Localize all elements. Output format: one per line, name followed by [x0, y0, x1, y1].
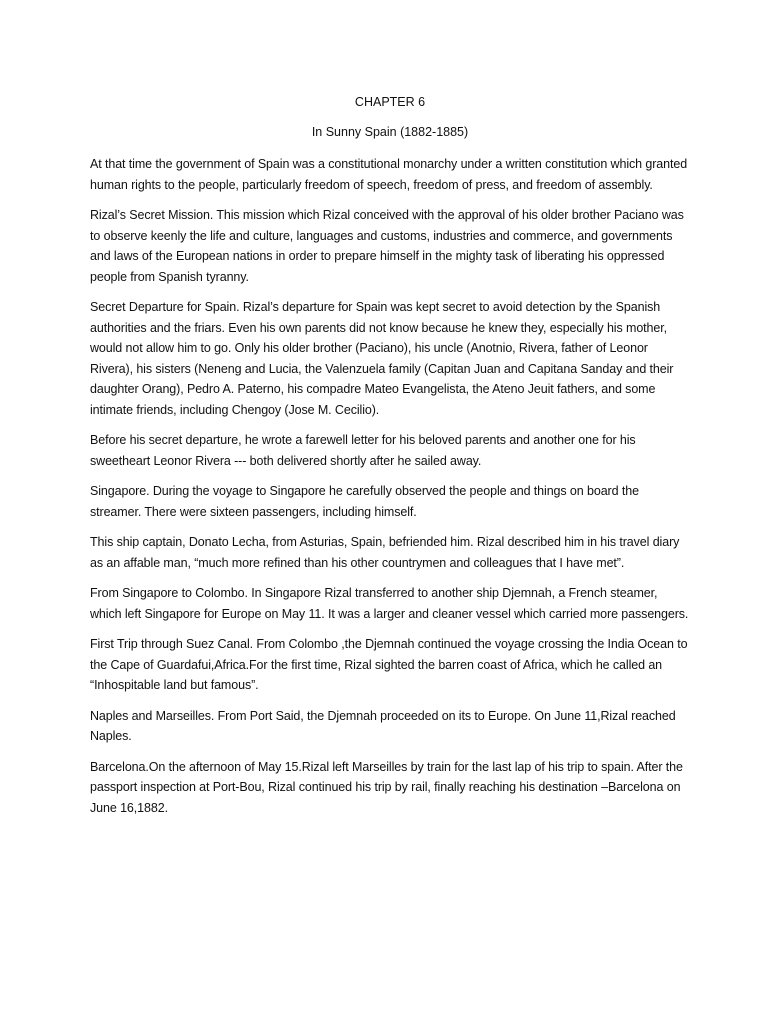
paragraph-naples-marseilles: Naples and Marseilles. From Port Said, the Djemnah proceeded on its to Europe. On June 11,Rizal reached Naples. [90, 708, 676, 743]
paragraph-intro: At that time the government of Spain was a constitutional monarchy under a written constitution which granted human rights to the people, particularly freedom of speech, freedom of press, and freedom of assembly. [90, 157, 688, 192]
paragraph-secret-mission: Rizal’s Secret Mission. This mission which Rizal conceived with the approval of his older brother Paciano was to observe keenly the life and culture, languages and customs, industries and commerce, and governments and laws of the European nations in order to prepare himself in the mighty task of liberating his oppressed people from Spanish tyranny. [90, 208, 684, 284]
paragraph-ship-captain: This ship captain, Donato Lecha, from Asturias, Spain, befriended him. Rizal described him in his travel diary as an affable man, “much more refined than his other countrymen and colleagues that I have met”. [90, 535, 680, 570]
paragraph-suez-canal: First Trip through Suez Canal. From Colombo ,the Djemnah continued the voyage crossing the India Ocean to the Cape of Guardafui,Africa.For the first time, Rizal sighted the barren coast of Africa, which he called an “Inhospitable land but famous”. [90, 637, 688, 692]
paragraph-singapore: Singapore. During the voyage to Singapore he carefully observed the people and things on board the streamer. There were sixteen passengers, including himself. [90, 484, 639, 519]
document-body [90, 94, 690, 828]
paragraph-farewell-letter: Before his secret departure, he wrote a farewell letter for his beloved parents and another one for his sweetheart Leonor Rivera --- both delivered shortly after he sailed away. [90, 433, 636, 468]
paragraph-barcelona: Barcelona.On the afternoon of May 15.Rizal left Marseilles by train for the last lap of his trip to spain. After the passport inspection at Port-Bou, Rizal continued his trip by rail, finally reaching his destination –Barcelona on June 16,1882. [90, 759, 683, 815]
chapter-heading: CHAPTER 6 [354, 95, 426, 109]
paragraph-secret-departure: Secret Departure for Spain. Rizal’s departure for Spain was kept secret to avoid detection by the Spanish authorities and the friars. Even his own parents did not know because he knew they, especially his mother, would not allow him to go. Only his older brother (Paciano), his uncle (Anotnio, Rivera, father of Leonor Rivera), his sisters (Neneng and Lucia, the Valenzuela family (Capitan Juan and Capitana Sanday and their daughter Orang), Pedro A. Paterno, his compadre Mateo Evangelista, the Ateno Jeuit fathers, and some intimate friends, including Chengoy (Jose M. Cecilio). [90, 300, 674, 417]
paragraph-singapore-to-colombo: From Singapore to Colombo. In Singapore Rizal transferred to another ship Djemnah, a French steamer, which left Singapore for Europe on May 11. It was a larger and cleaner vessel which carried more passengers. [90, 586, 689, 621]
chapter-subtitle: In Sunny Spain (1882-1885) [311, 125, 469, 139]
